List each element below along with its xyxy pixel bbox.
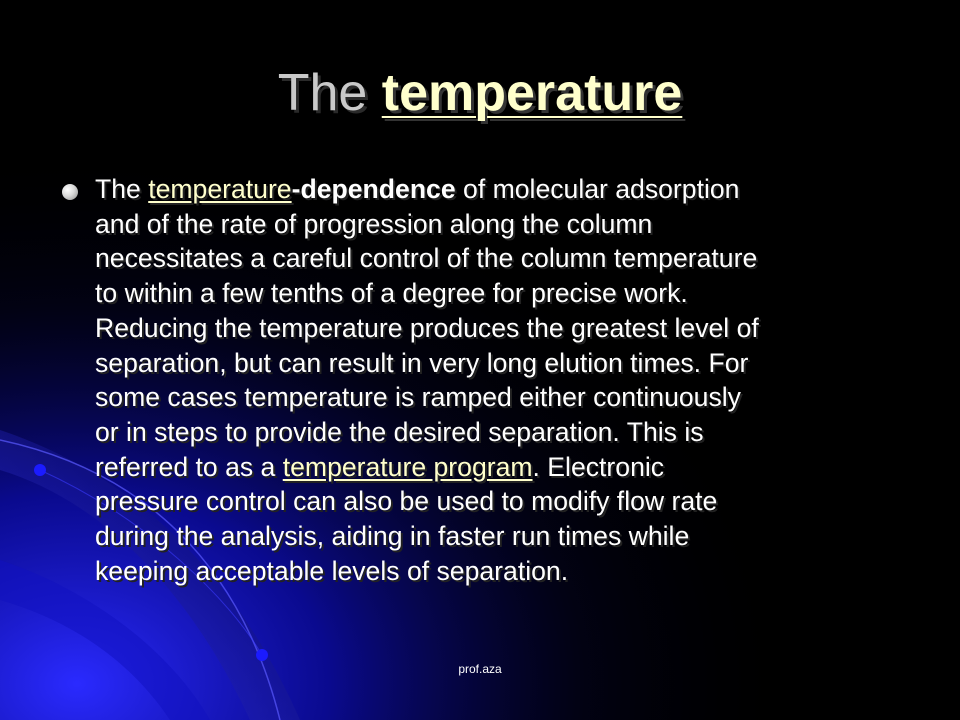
body-line-8: or in steps to provide the desired separation. This is — [95, 416, 704, 447]
body-line-11: during the analysis, aiding in faster run times while — [95, 521, 690, 552]
decor-dot-bottom — [256, 649, 268, 661]
body-line-10: pressure control can also be used to modify flow rate — [95, 486, 718, 517]
body-line-5: Reducing the temperature produces the greatest level of — [95, 312, 759, 343]
footer-author: prof.aza — [458, 662, 502, 676]
body-text: referred to as a — [95, 451, 276, 482]
body-text: of molecular adsorption — [463, 174, 740, 204]
body-line-4: to within a few tenths of a degree for precise work. — [95, 278, 688, 309]
decor-dot-left — [34, 464, 46, 476]
title-link-temperature[interactable]: temperature — [381, 64, 683, 122]
body-line-12: keeping acceptable levels of separation. — [95, 555, 569, 586]
title-prefix: The — [277, 64, 368, 122]
link-temperature-program[interactable]: temperature program — [282, 451, 533, 482]
body-line-9 — [95, 450, 905, 485]
body-line-6: separation, but can result in very long elution times. For — [95, 347, 749, 378]
slide-body-text — [95, 172, 905, 588]
bold-dependence: -dependence — [291, 174, 456, 204]
body-line-1 — [95, 172, 905, 207]
slide-title — [0, 58, 960, 128]
body-text: The — [95, 174, 141, 204]
link-temperature[interactable]: temperature — [148, 174, 292, 204]
body-line-7: some cases temperature is ramped either continuously — [95, 382, 741, 413]
round-bullet-icon — [62, 184, 78, 200]
body-text: . Electronic — [532, 451, 665, 482]
body-line-2: and of the rate of progression along the column — [95, 208, 653, 239]
body-line-3: necessitates a careful control of the column temperature — [95, 243, 758, 274]
